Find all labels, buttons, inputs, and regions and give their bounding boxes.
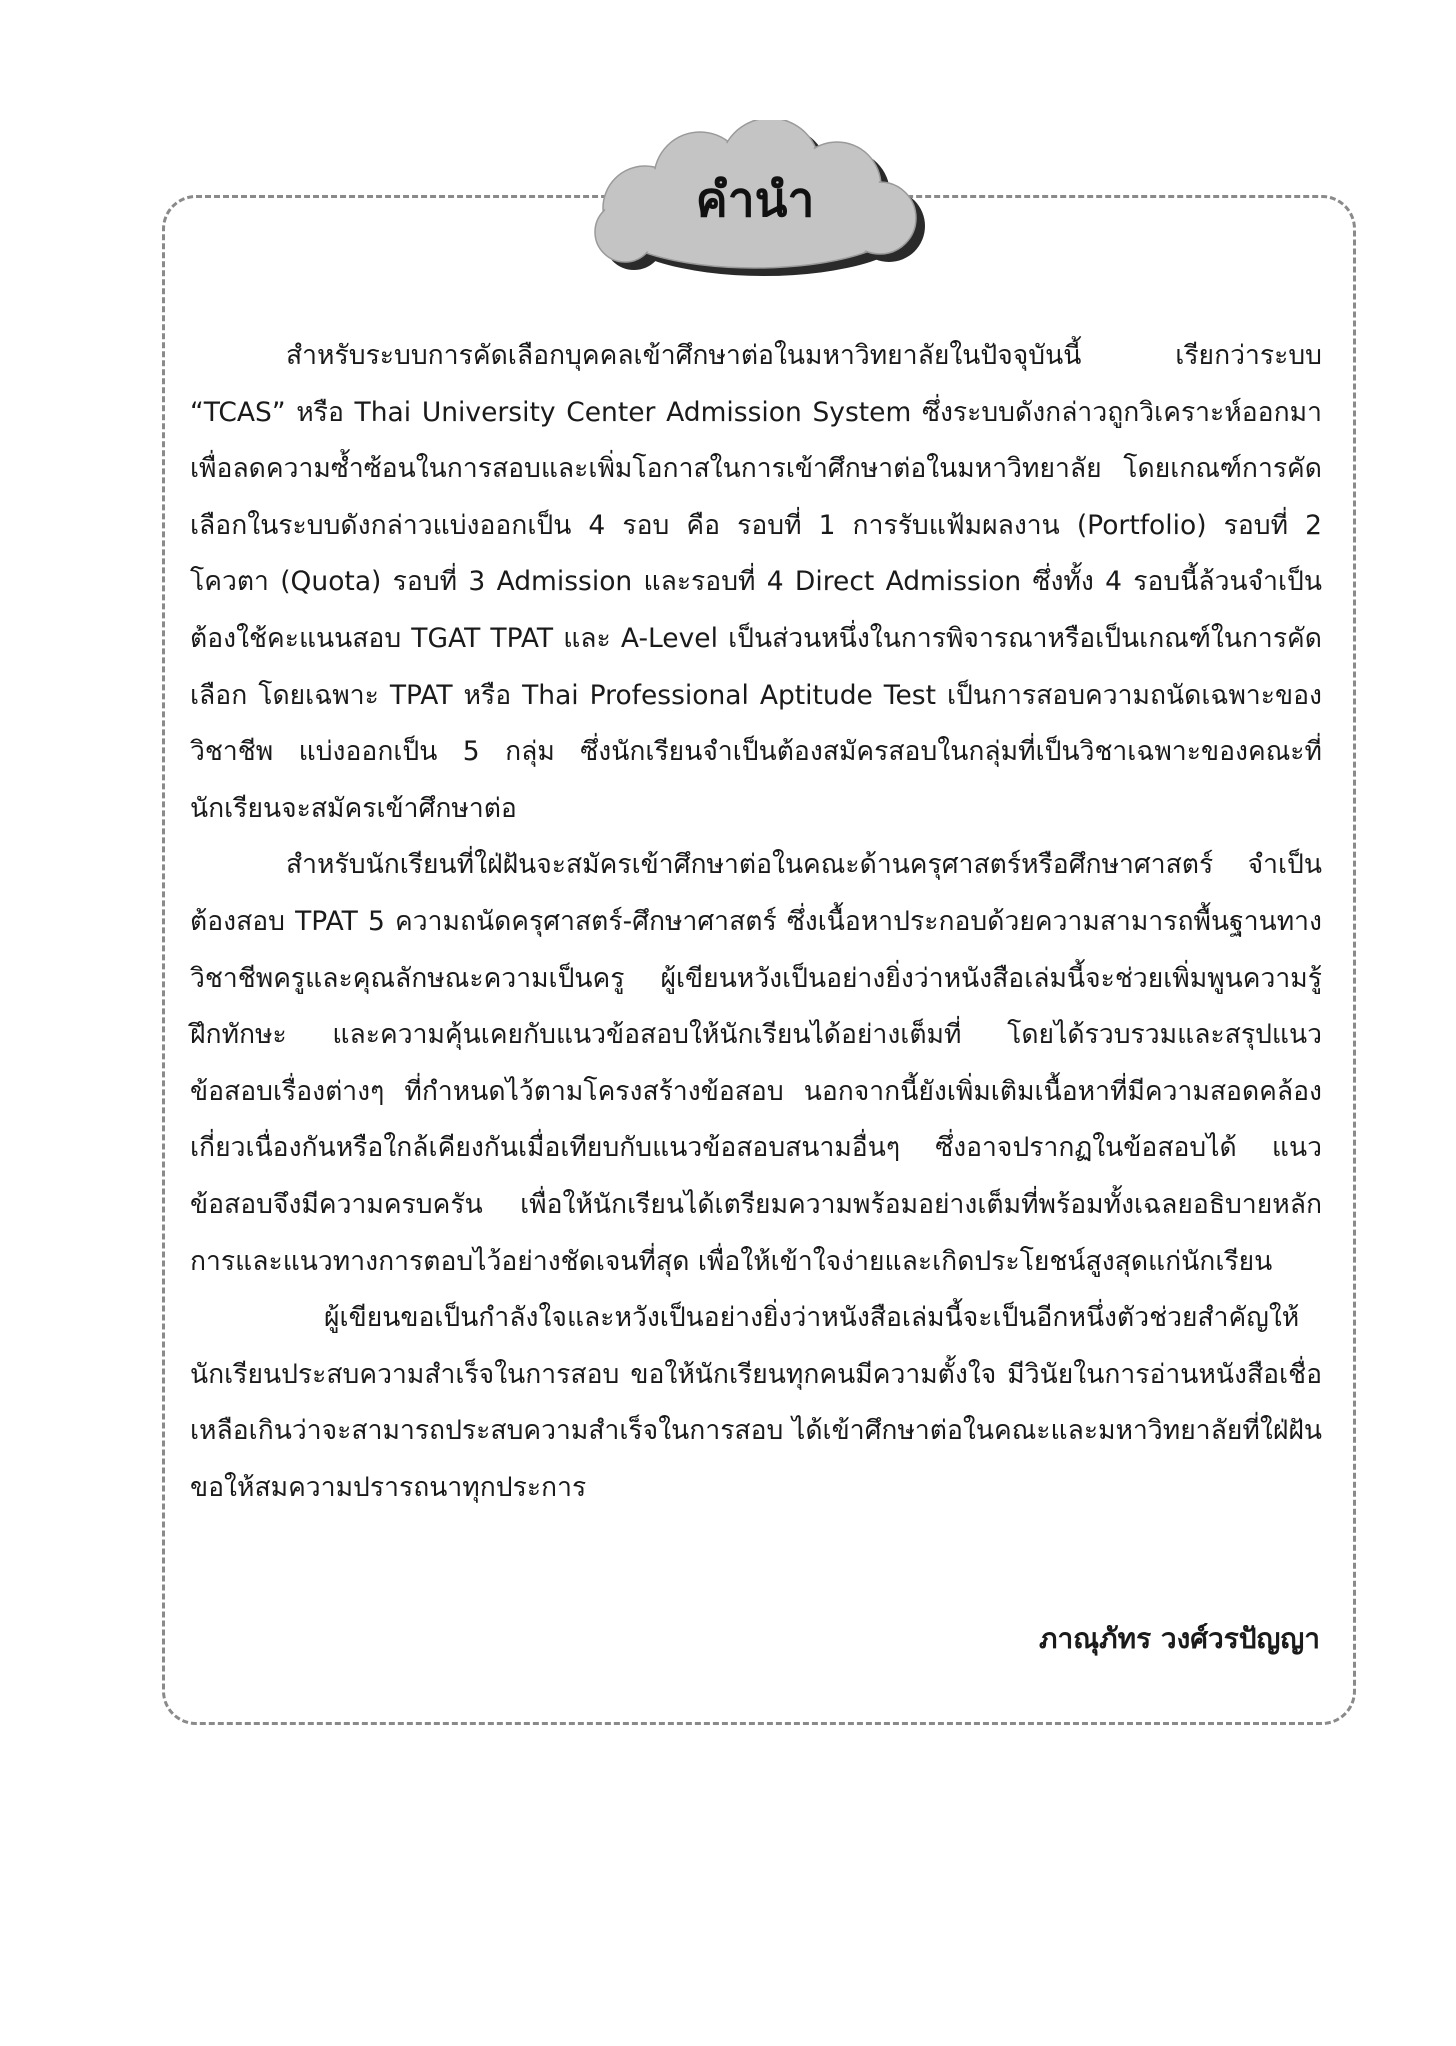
preface-body xyxy=(190,328,1322,1516)
paragraph-3: ผู้เขียนขอเป็นกำลังใจและหวังเป็นอย่างยิ่งว่าหนังสือเล่มนี้จะเป็นอีกหนึ่งตัวช่วยสำคัญให้นักเรียนประสบความสำเร็จในการสอบ ขอให้นักเรียนทุกคนมีความตั้งใจ มีวินัยในการอ่านหนังสือเชื่อเหลือเกินว่าจะสามารถประสบความสำเร็จในการสอบ ได้เข้าศึกษาต่อในคณะและมหาวิทยาลัยที่ใฝ่ฝัน ขอให้สมความปรารถนาทุกประการ xyxy=(190,1302,1322,1503)
paragraph-2: สำหรับนักเรียนที่ใฝ่ฝันจะสมัครเข้าศึกษาต่อในคณะด้านครุศาสตร์หรือศึกษาศาสตร์ จำเป็นต้องสอบ TPAT 5 ความถนัดครุศาสตร์-ศึกษาศาสตร์ ซึ่งเนื้อหาประกอบด้วยความสามารถพื้นฐานทางวิชาชีพครูและคุณลักษณะความเป็นครู ผู้เขียนหวังเป็นอย่างยิ่งว่าหนังสือเล่มนี้จะช่วยเพิ่มพูนความรู้ ฝึกทักษะ และความคุ้นเคยกับแนวข้อสอบให้นักเรียนได้อย่างเต็มที่ โดยได้รวบรวมและสรุปแนวข้อสอบเรื่องต่างๆ ที่กำหนดไว้ตามโครงสร้างข้อสอบ นอกจากนี้ยังเพิ่มเติมเนื้อหาที่มีความสอดคล้องเกี่ยวเนื่องกันหรือใกล้เคียงกันเมื่อเทียบกับแนวข้อสอบสนามอื่นๆ ซึ่งอาจปรากฏในข้อสอบได้ แนวข้อสอบจึงมีความครบครัน เพื่อให้นักเรียนได้เตรียมความพร้อมอย่างเต็มที่พร้อมทั้งเฉลยอธิบายหลักการและแนวทางการตอบไว้อย่างชัดเจนที่สุด เพื่อให้เข้าใจง่ายและเกิดประโยชน์สูงสุดแก่นักเรียน xyxy=(190,849,1322,1277)
title-cloud xyxy=(575,120,935,290)
page-title: คำนำ xyxy=(695,172,815,228)
paragraph-1: สำหรับระบบการคัดเลือกบุคคลเข้าศึกษาต่อในมหาวิทยาลัยในปัจจุบันนี้ เรียกว่าระบบ “TCAS” หรือ Thai University Center Admission System ซึ่งระบบดังกล่าวถูกวิเคราะห์ออกมาเพื่อลดความซ้ำซ้อนในการสอบและเพิ่มโอกาสในการเข้าศึกษาต่อในมหาวิทยาลัย โดยเกณฑ์การคัดเลือกในระบบดังกล่าวแบ่งออกเป็น 4 รอบ คือ รอบที่ 1 การรับแฟ้มผลงาน (Portfolio) รอบที่ 2 โควตา (Quota) รอบที่ 3 Admission และรอบที่ 4 Direct Admission ซึ่งทั้ง 4 รอบนี้ล้วนจำเป็นต้องใช้คะแนนสอบ TGAT TPAT และ A-Level เป็นส่วนหนึ่งในการพิจารณาหรือเป็นเกณฑ์ในการคัดเลือก โดยเฉพาะ TPAT หรือ Thai Professional Aptitude Test เป็นการสอบความถนัดเฉพาะของวิชาชีพ แบ่งออกเป็น 5 กลุ่ม ซึ่งนักเรียนจำเป็นต้องสมัครสอบในกลุ่มที่เป็นวิชาเฉพาะของคณะที่นักเรียนจะสมัครเข้าศึกษาต่อ xyxy=(190,340,1322,824)
author-signature: ภาณุภัทร วงศ์วรปัญญา xyxy=(1039,1622,1320,1655)
